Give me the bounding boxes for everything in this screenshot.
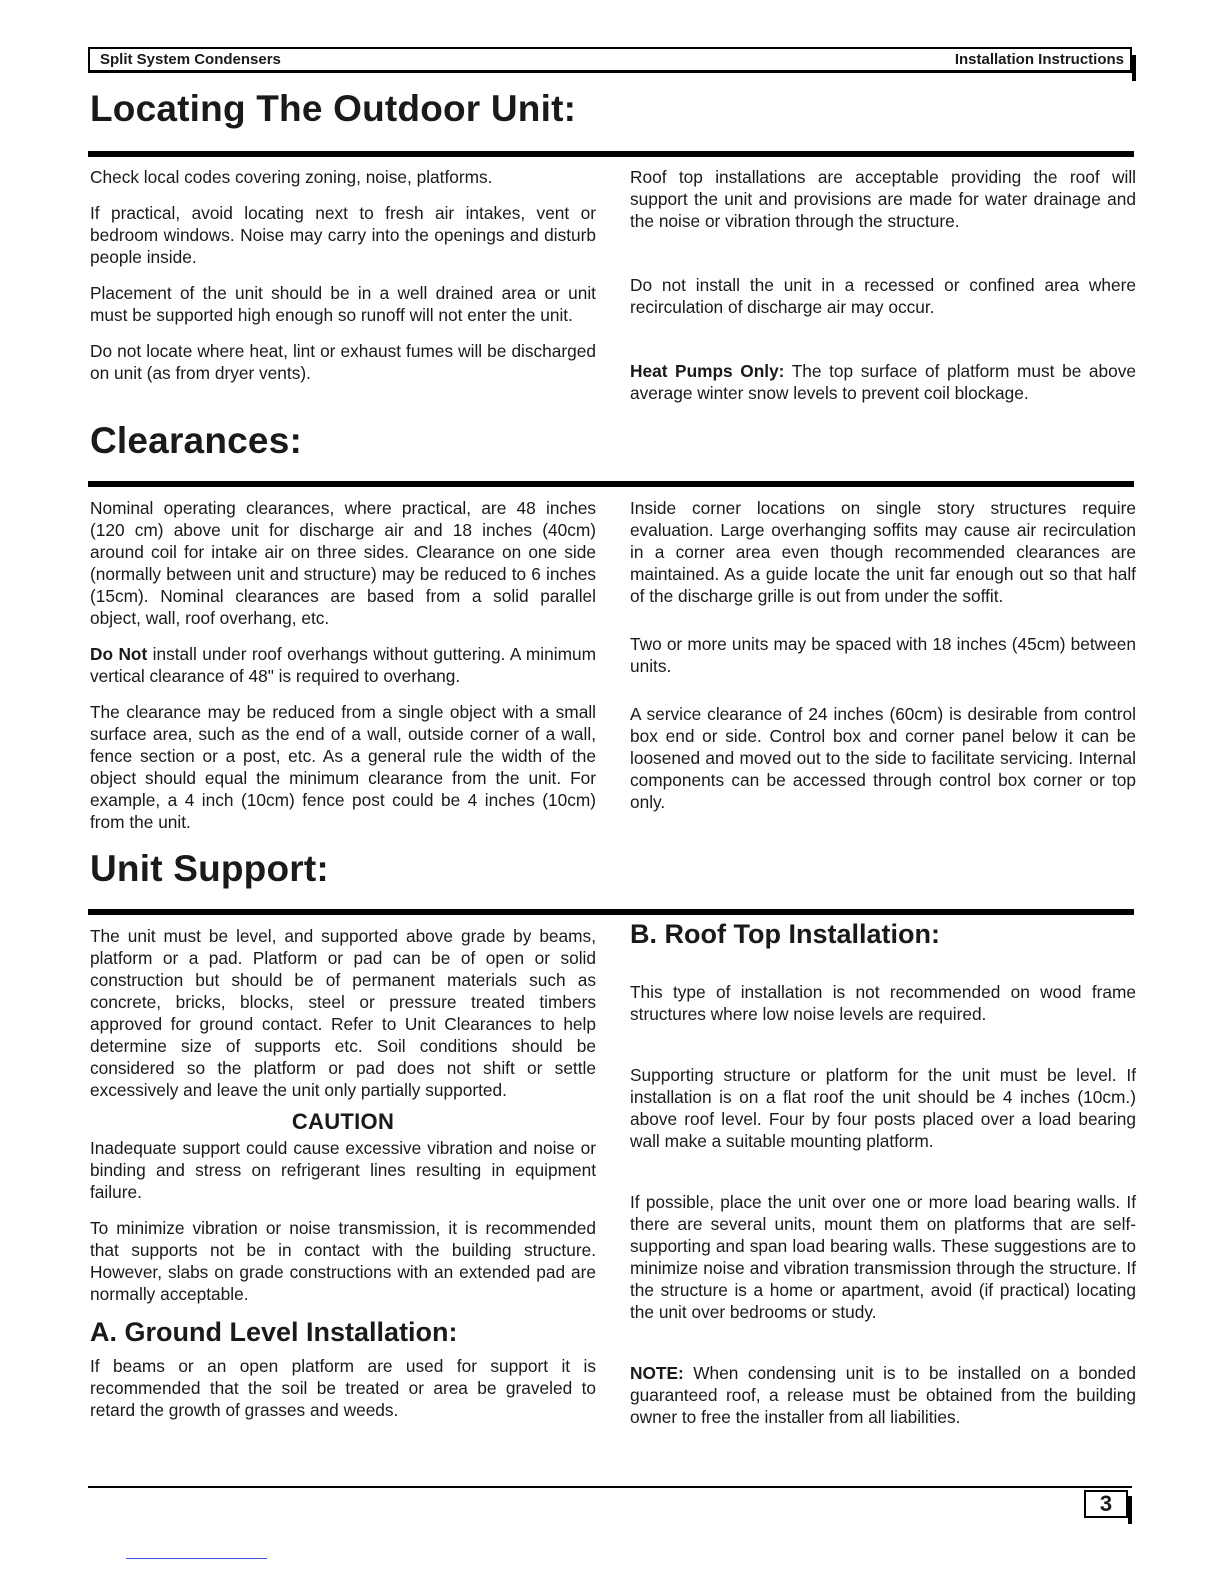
locating-right-column [630, 166, 1136, 418]
paragraph: Do not locate where heat, lint or exhaust fumes will be discharged on unit (as from dryer vents). [90, 341, 596, 383]
paragraph: The clearance may be reduced from a single object with a small surface area, such as the end of a wall, outside corner of a wall, fence section or a post, etc. As a general rule the width of the object should equal the minimum clearance from the unit. For example, a 4 inch (10cm) fence post could be 4 inches (10cm) from the unit. [90, 702, 596, 832]
support-left-column [90, 925, 596, 1435]
paragraph: Two or more units may be spaced with 18 inches (45cm) between units. [630, 634, 1136, 676]
do-not-label: Do Not [90, 644, 148, 664]
paragraph: Placement of the unit should be in a well drained area or unit must be supported high enough so runoff will not enter the unit. [90, 283, 596, 325]
paragraph: To minimize vibration or noise transmission, it is recommended that supports not be in contact with the building structure. However, slabs on grade constructions with an extended pad are normally acceptable. [90, 1218, 596, 1304]
do-not-text: install under roof overhangs without guttering. A minimum vertical clearance of 48" is required to overhang. [90, 644, 596, 686]
paragraph: Roof top installations are acceptable providing the roof will support the unit and provisions are made for water drainage and the noise or vibration through the structure. [630, 167, 1136, 231]
caution-paragraph: Inadequate support could cause excessive vibration and noise or binding and stress on refrigerant lines resulting in equipment failure. [90, 1138, 596, 1202]
section-title-unit-support: Unit Support: [90, 848, 329, 889]
heat-pumps-text: The top surface of platform must be above average winter snow levels to prevent coil blockage. [630, 361, 1136, 403]
paragraph: Nominal operating clearances, where practical, are 48 inches (120 cm) above unit for discharge air and 18 inches (40cm) around coil for intake air on three sides. Clearance on one side (normally between unit and structure) may be reduced to 6 inches (15cm). Nominal clearances are based from a solid parallel object, wall, roof overhang, etc. [90, 498, 596, 628]
clearances-right-column [630, 497, 1136, 827]
paragraph: If possible, place the unit over one or more load bearing walls. If there are several units, mount them on platforms that are self-supporting and span load bearing walls. These suggestions are to minimize noise and vibration transmission through the structure. If the structure is a home or apartment, avoid (if practical) locating the unit over bedrooms or study. [630, 1192, 1136, 1322]
footer-rule [88, 1486, 1132, 1488]
paragraph [630, 360, 1136, 404]
paragraph: If beams or an open platform are used for support it is recommended that the soil be treated or area be graveled to retard the growth of grasses and weeds. [90, 1356, 596, 1420]
section-title-locating: Locating The Outdoor Unit: [90, 88, 577, 129]
paragraph [630, 1362, 1136, 1428]
section-title-clearances: Clearances: [90, 420, 302, 461]
support-right-column [630, 919, 1136, 1442]
caution-heading: CAUTION [291, 1109, 395, 1134]
paragraph: Do not install the unit in a recessed or confined area where recirculation of discharge air may occur. [630, 275, 1136, 317]
ground-level-heading: A. Ground Level Installation: [90, 1317, 458, 1347]
paragraph [90, 643, 596, 687]
roof-top-heading: B. Roof Top Installation: [630, 919, 940, 949]
paragraph: Check local codes covering zoning, noise, platforms. [90, 167, 493, 187]
paragraph: This type of installation is not recommended on wood frame structures where low noise levels are required. [630, 982, 1136, 1024]
paragraph: Inside corner locations on single story structures require evaluation. Large overhanging soffits may cause air recirculation in a corner area even though recommended clearances are maintained. As a guide locate the unit far enough out so that half of the discharge grille is out from under the soffit. [630, 498, 1136, 606]
header-right: Installation Instructions [954, 51, 1124, 68]
note-label: NOTE: [630, 1363, 684, 1383]
running-header [88, 47, 1132, 73]
locating-left-column [90, 166, 596, 398]
clearances-left-column [90, 497, 596, 847]
paragraph: Supporting structure or platform for the unit must be level. If installation is on a flat roof the unit should be 4 inches (10cm.) above roof level. Four by four posts placed over a load bearing wall make a suitable mounting platform. [630, 1065, 1136, 1151]
heat-pumps-label: Heat Pumps Only: [630, 361, 785, 381]
section-rule [88, 481, 1134, 487]
section-rule [88, 151, 1134, 157]
paragraph: If practical, avoid locating next to fresh air intakes, vent or bedroom windows. Noise may carry into the openings and disturb people inside. [90, 203, 596, 267]
decorative-line [126, 1558, 267, 1559]
page-number: 3 [1084, 1490, 1128, 1518]
section-rule [88, 909, 1134, 915]
paragraph: The unit must be level, and supported above grade by beams, platform or a pad. Platform or pad can be of open or solid construction but should be of permanent materials such as concrete, bricks, blocks, steel or pressure treated timbers approved for ground contact. Refer to Unit Clearances to help determine size of supports etc. Soil conditions should be considered so the platform or pad does not shift or settle excessively and leave the unit only partially supported. [90, 926, 596, 1100]
paragraph: A service clearance of 24 inches (60cm) is desirable from control box end or side. Control box and corner panel below it can be loosened and moved out to the side to facilitate servicing. Internal components can be accessed through control box corner or top only. [630, 704, 1136, 812]
note-text: When condensing unit is to be installed on a bonded guaranteed roof, a release must be obtained from the building owner to free the installer from all liabilities. [630, 1363, 1136, 1427]
header-left: Split System Condensers [100, 51, 281, 68]
